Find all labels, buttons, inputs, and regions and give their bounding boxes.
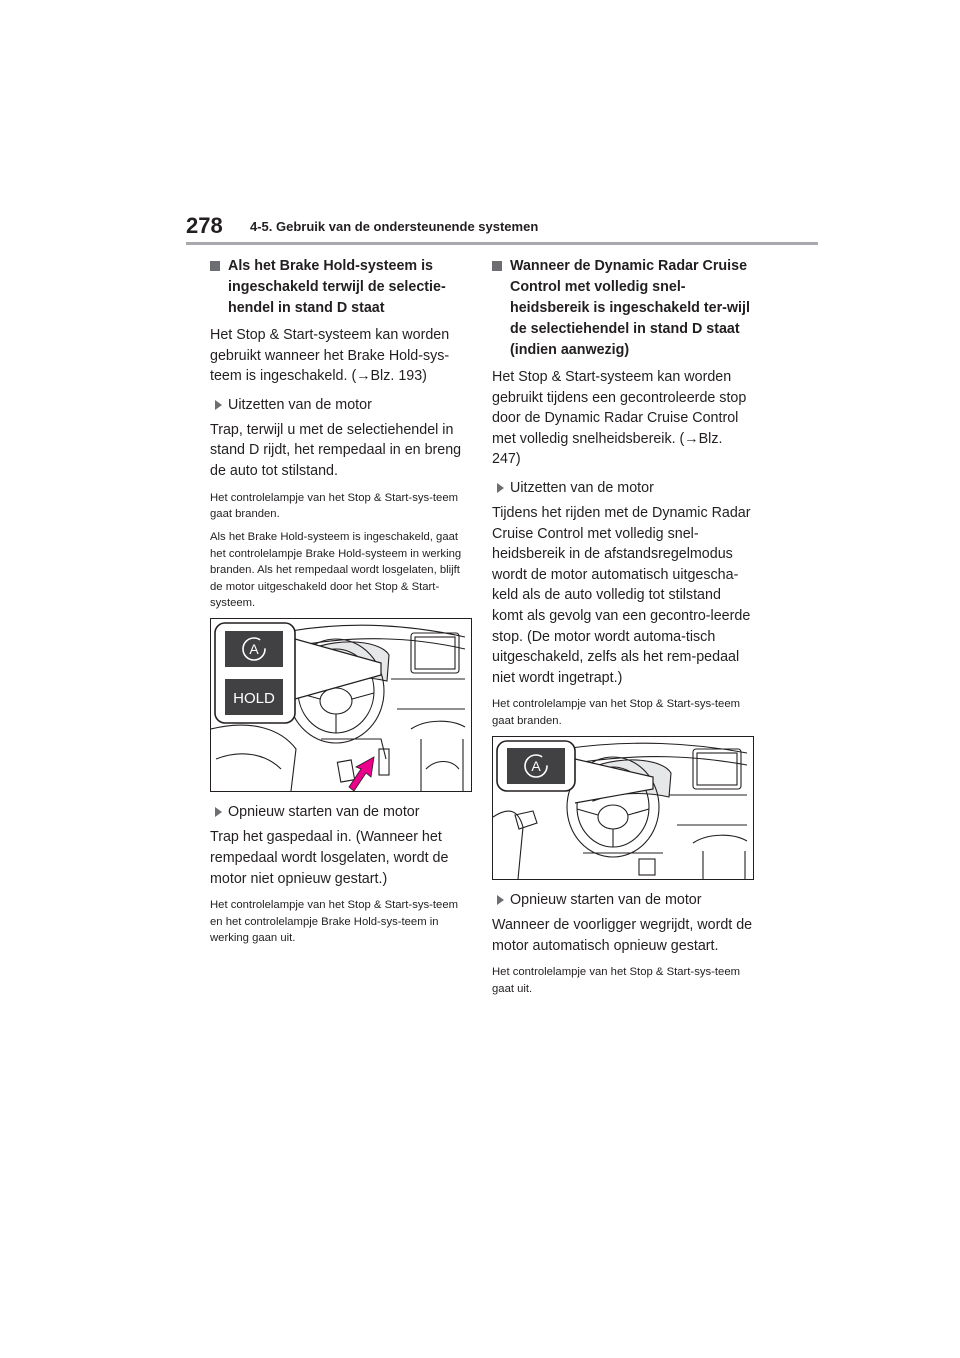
- indicator-off-note: Het controlelampje van het Stop & Start-sys-teem en het controlelampje Brake Hold-sys-teem in werking gaan uit.: [210, 899, 459, 944]
- triangle-bullet-icon: [215, 400, 222, 410]
- triangle-bullet-icon: [497, 483, 504, 493]
- indicator-hold-label: HOLD: [233, 690, 275, 708]
- triangle-bullet-icon: [497, 895, 504, 905]
- right-column: [492, 256, 754, 1004]
- dashboard-pedal-illustration: [211, 619, 466, 791]
- dashboard-illustration: [493, 737, 748, 879]
- page-number: 278: [186, 213, 223, 238]
- engine-restart-text: Trap het gaspedaal in. (Wanneer het rempedaal wordt losgelaten, wordt de motor niet opnieuw gestart.): [210, 829, 449, 887]
- engine-stop-bullet: Uitzetten van de motor: [492, 478, 754, 498]
- pedal-arrow-icon: [349, 757, 374, 791]
- brake-hold-intro: Het Stop & Start-systeem kan worden gebruikt wanneer het Brake Hold-sys-teem is ingeschakeld. (→Blz. 193): [210, 327, 450, 385]
- radar-cruise-illustration: [492, 736, 754, 880]
- section-title: 4-5. Gebruik van de ondersteunende systemen: [250, 219, 539, 234]
- left-column: [210, 256, 472, 953]
- engine-stop-bullet: Uitzetten van de motor: [210, 395, 472, 415]
- engine-stop-text: Trap, terwijl u met de selectiehendel in stand D rijdt, het rempedaal in en breng de auto tot stilstand.: [210, 421, 462, 479]
- engine-restart-bullet: Opnieuw starten van de motor: [210, 802, 472, 822]
- indicator-note: Het controlelampje van het Stop & Start-sys-teem gaat branden.: [210, 491, 459, 520]
- engine-restart-bullet: Opnieuw starten van de motor: [492, 890, 754, 910]
- engine-restart-text: Wanneer de voorligger wegrijdt, wordt de motor automatisch opnieuw gestart.: [492, 917, 753, 954]
- square-bullet-icon: [210, 261, 220, 271]
- radar-cruise-heading: Wanneer de Dynamic Radar Cruise Control met volledig snel-heidsbereik is ingeschakeld ter-wijl de selectiehendel in stand D staat (indien aanwezig): [492, 256, 754, 361]
- header-rule: [186, 242, 818, 245]
- brake-hold-illustration: [210, 618, 472, 792]
- indicator-a-label: A: [531, 758, 541, 775]
- engine-stop-text: Tijdens het rijden met de Dynamic Radar Cruise Control met volledig snel-heidsbereik in de afstandsregelmodus wordt de motor automatisch uitgescha-keld als de auto volledig tot stilstand komt als gevolg van een gecontro-leerde stop. (De motor wordt automa-tisch uitgeschakeld, zelfs als het rem-pedaal niet wordt ingetrapt.): [492, 504, 751, 686]
- square-bullet-icon: [492, 261, 502, 271]
- radar-cruise-intro: Het Stop & Start-systeem kan worden gebruikt tijdens een gecontroleerde stop door de Dynamic Radar Cruise Control met volledig snelheidsbereik. (→Blz. 247): [492, 369, 747, 468]
- indicator-a-label: A: [249, 641, 259, 658]
- brake-hold-note: Als het Brake Hold-systeem is ingeschakeld, gaat het controlelampje Brake Hold-systeem in werking branden. Als het rempedaal wordt losgelaten, blijft de motor uitgeschakeld door het Stop & Start-systeem.: [210, 531, 462, 609]
- triangle-bullet-icon: [215, 807, 222, 817]
- indicator-note: Het controlelampje van het Stop & Start-sys-teem gaat branden.: [492, 698, 741, 727]
- indicator-off-note: Het controlelampje van het Stop & Start-sys-teem gaat uit.: [492, 966, 741, 995]
- brake-hold-heading: Als het Brake Hold-systeem is ingeschakeld terwijl de selectie-hendel in stand D staat: [210, 256, 472, 319]
